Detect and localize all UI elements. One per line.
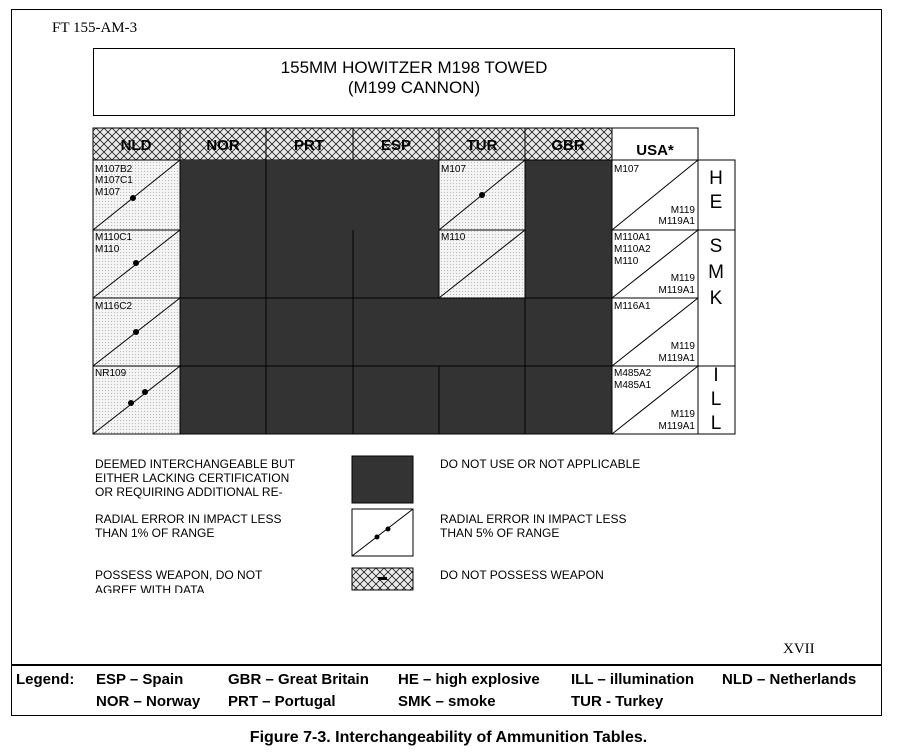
dark-block-gbr-rows-1-2 [525, 160, 612, 298]
key-radial5-1: RADIAL ERROR IN IMPACT LESS [440, 512, 627, 526]
title-line-1: 155MM HOWITZER M198 TOWED [280, 58, 548, 77]
usa-smk-top-3: M110 [614, 256, 639, 267]
usa-he-bottom-1: M119 [670, 205, 695, 216]
side-label-k: K [709, 288, 723, 309]
key-interchangeable-3: OR REQUIRING ADDITIONAL RE- [95, 485, 283, 499]
tur-column [439, 160, 525, 298]
usa-column [612, 160, 698, 434]
dot-nld-smk [133, 260, 139, 266]
dark-block-row-3 [180, 298, 612, 366]
nld-smk-label-2: M110 [95, 244, 120, 255]
usa-ill-bottom-1: M119 [670, 409, 695, 420]
nld-he-label-1: M107B2 [95, 164, 133, 175]
dot-nld-smk2 [133, 329, 139, 335]
usa-he-top-1: M107 [614, 164, 640, 175]
side-label-m: M [708, 262, 724, 283]
page-number: XVII [783, 641, 815, 657]
nld-ill-label-1: NR109 [95, 368, 127, 379]
legend-nor: NOR – Norway [96, 693, 201, 710]
side-label-h: H [709, 168, 723, 189]
key-no-possess: DO NOT POSSESS WEAPON [440, 568, 604, 582]
col-usa: USA* [636, 142, 674, 159]
usa-ill-bottom-2: M119A1 [658, 421, 695, 432]
key-do-not-use: DO NOT USE OR NOT APPLICABLE [440, 457, 641, 471]
col-gbr: GBR [551, 137, 585, 154]
col-tur: TUR [466, 137, 498, 154]
usa-he-bottom-2: M119A1 [658, 216, 695, 227]
usa-smk-bottom-1: M119 [670, 273, 695, 284]
title-line-2: (M199 CANNON) [347, 78, 481, 97]
usa-ill-top-1: M485A2 [614, 368, 652, 379]
legend-gbr: GBR – Great Britain [228, 671, 369, 688]
dot-nld-ill-a [128, 400, 134, 406]
usa-smk-top-1: M110A1 [614, 232, 651, 243]
nld-column [93, 160, 180, 434]
tur-smk-label: M110 [441, 232, 466, 243]
key-possess-2: AGREE WITH DATA [95, 583, 205, 597]
key-possess-1: POSSESS WEAPON, DO NOT [95, 568, 263, 582]
legend-nld: NLD – Netherlands [722, 671, 857, 688]
usa-smk2-bottom-1: M119 [670, 341, 695, 352]
key-swatches [95, 456, 640, 597]
dot-tur-he [479, 192, 485, 198]
side-label-l2: L [710, 413, 722, 434]
side-label-s: S [709, 236, 723, 257]
key-interchangeable-2: EITHER LACKING CERTIFICATION [95, 471, 290, 485]
abbreviation-legend [11, 665, 882, 716]
legend-esp: ESP – Spain [96, 671, 184, 688]
dot-nld-he [130, 195, 136, 201]
figure-caption: Figure 7-3. Interchangeability of Ammunition Tables. [249, 729, 648, 746]
key-radial1-2: THAN 1% OF RANGE [95, 526, 215, 540]
side-label-e: E [709, 192, 723, 213]
swatch-do-not-use [352, 456, 413, 503]
not-applicable-cells [180, 160, 612, 434]
legend-he: HE – high explosive [398, 671, 540, 688]
key-interchangeable-1: DEEMED INTERCHANGEABLE BUT [95, 457, 296, 471]
document-id: FT 155-AM-3 [52, 20, 138, 36]
usa-ill-top-2: M485A1 [614, 380, 652, 391]
side-labels [698, 160, 735, 434]
legend-smk: SMK – smoke [398, 693, 496, 710]
legend-label: Legend: [16, 671, 75, 688]
nld-he-label-2: M107C1 [95, 175, 133, 186]
nld-he-label-3: M107 [95, 187, 121, 198]
usa-smk-top-2: M110A2 [614, 244, 651, 255]
col-nld: NLD [120, 137, 152, 154]
col-prt: PRT [294, 137, 324, 154]
nld-smk2-label-1: M116C2 [95, 301, 133, 312]
usa-smk2-top-1: M116A1 [614, 301, 651, 312]
col-nor: NOR [206, 137, 240, 154]
legend-prt: PRT – Portugal [228, 693, 336, 710]
key-radial5-2: THAN 5% OF RANGE [440, 526, 560, 540]
usa-smk-bottom-2: M119A1 [658, 285, 695, 296]
usa-smk2-bottom-2: M119A1 [658, 353, 695, 364]
tur-he-label: M107 [441, 164, 467, 175]
side-label-l1: L [710, 389, 722, 410]
key-radial1-1: RADIAL ERROR IN IMPACT LESS [95, 512, 282, 526]
legend-tur: TUR - Turkey [571, 693, 664, 710]
dot-nld-ill-b [142, 389, 148, 395]
col-esp: ESP [380, 137, 412, 154]
nld-smk-label-1: M110C1 [95, 232, 133, 243]
side-label-i: I [713, 365, 719, 386]
header-row [93, 128, 698, 160]
legend-ill: ILL – illumination [571, 671, 695, 688]
dark-block-row-4 [180, 366, 612, 434]
